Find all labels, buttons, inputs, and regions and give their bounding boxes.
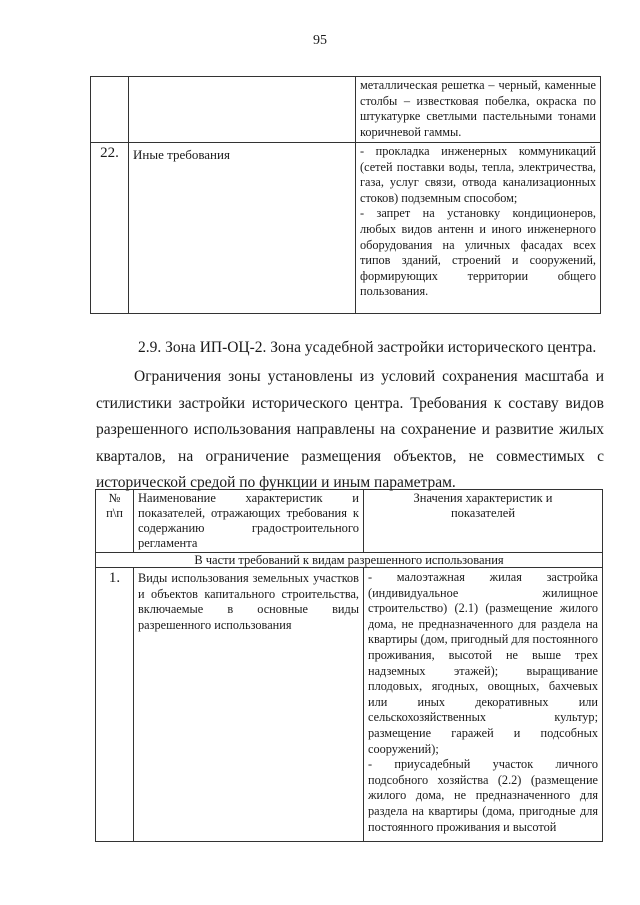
- row-value: [356, 143, 601, 314]
- header-name: Наименование характеристик и показателей, отражающих требования к содержанию градостроительного регламента: [134, 490, 364, 553]
- row-number: 22.: [91, 143, 129, 314]
- table-row: [96, 568, 603, 842]
- table-subheader: В части требований к видам разрешенного использования: [96, 553, 603, 568]
- section-heading: 2.9. Зона ИП-ОЦ-2. Зона усадебной застройки исторического центра.: [138, 339, 597, 356]
- header-number: № п\п: [96, 490, 134, 553]
- header-value: Значения характеристик и показателей: [364, 490, 603, 553]
- row-value: металлическая решетка – черный, каменные столбы – известковая побелка, окраска по штукатурке светлыми пастельными тонами коричневой гаммы.: [356, 77, 601, 143]
- table-subheader-row: [96, 553, 603, 568]
- row-value: [364, 568, 603, 842]
- table-row: [91, 77, 601, 143]
- row-name: [129, 77, 356, 143]
- section-paragraph: Ограничения зоны установлены из условий сохранения масштаба и стилистики застройки исторического центра. Требования к составу видов разрешенного использования направлены на сохранение и развитие жилых кварталов, на ограничение размещения объектов, не совместимых с исторической средой по функции и иным параметрам.: [96, 368, 604, 491]
- value-item: - приусадебный участок личного подсобного хозяйства (2.2) (размещение жилого дома, не предназначенного для раздела на квартиры (дома, пригодные для постоянного проживания и высотой: [368, 757, 598, 834]
- row-name: Виды использования земельных участков и объектов капитального строительства, включаемые в основные виды разрешенного использования: [134, 568, 364, 842]
- requirements-table-continued: [90, 76, 601, 314]
- table-header-row: [96, 490, 603, 553]
- value-item: - прокладка инженерных коммуникаций (сетей поставки воды, тепла, электричества, газа, услуг связи, отвода канализационных стоков) подземным способом;: [360, 144, 596, 205]
- value-item: - малоэтажная жилая застройка (индивидуальное жилищное строительство) (2.1) (размещение жилого дома, не предназначенного для раздела на квартиры (дом, пригодный для постоянного проживания, высотой не выше трех надземных этажей); выращивание плодовых, ягодных, овощных, бахчевых или иных декоративных или сельскохозяйственных культур; размещение гаражей и подсобных сооружений);: [368, 570, 598, 756]
- table-row: [91, 143, 601, 314]
- row-number: 1.: [96, 568, 134, 842]
- page-number: 95: [313, 33, 327, 48]
- row-number: [91, 77, 129, 143]
- row-name: Иные требования: [129, 143, 356, 314]
- zone-requirements-table: [95, 489, 603, 842]
- value-item: - запрет на установку кондиционеров, любых видов антенн и иного инженерного оборудования на уличных фасадах всех типов зданий, строений и сооружений, формирующих территории общего пользования.: [360, 206, 596, 299]
